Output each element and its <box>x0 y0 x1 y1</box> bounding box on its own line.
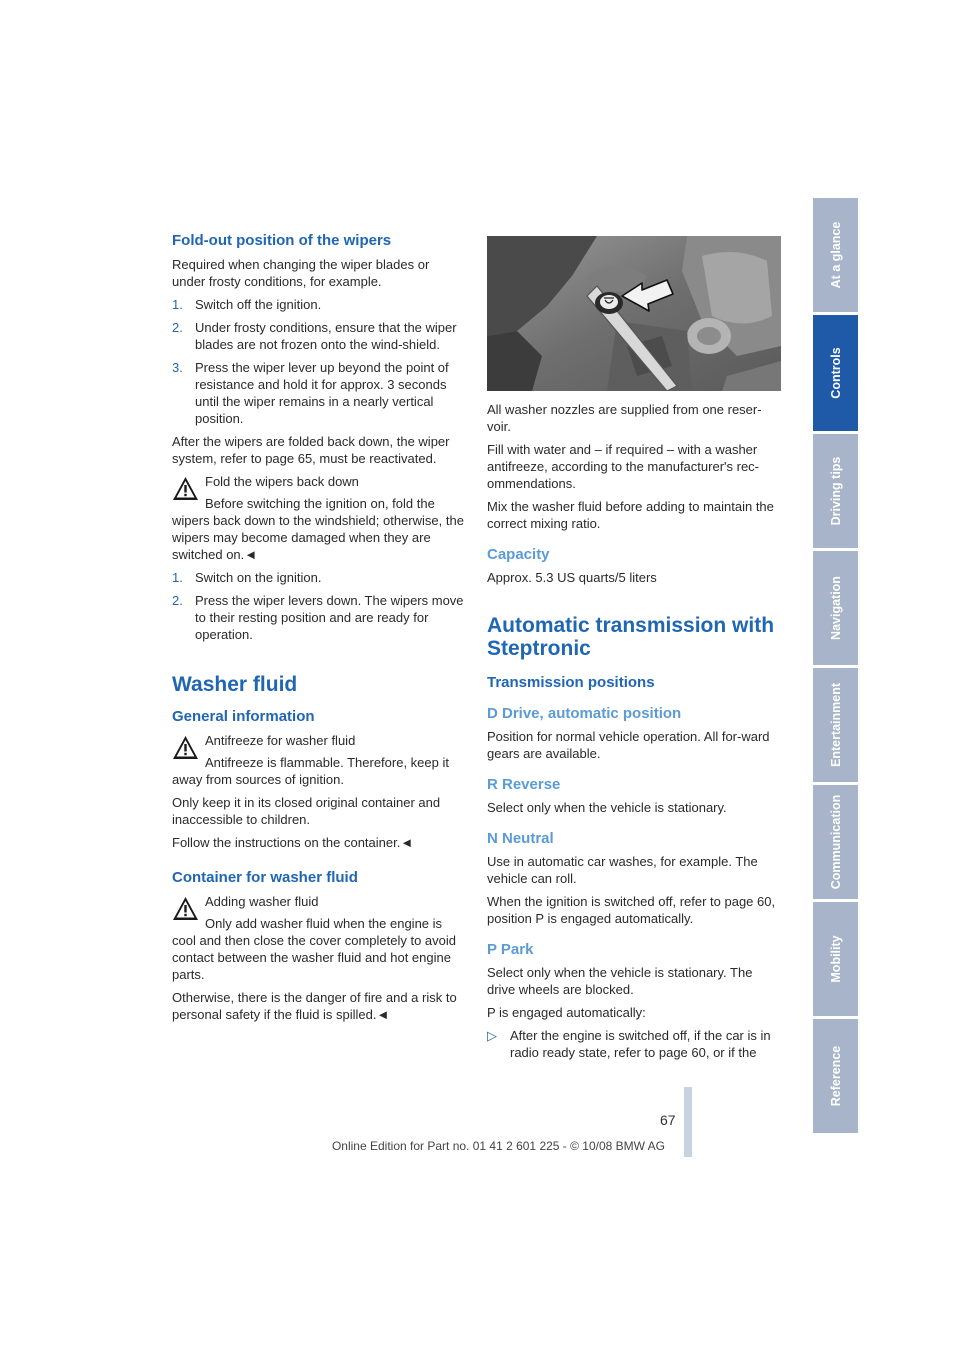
tab-navigation[interactable] <box>813 551 858 665</box>
heading-automatic-transmission: Automatic transmission with Steptronic <box>487 614 775 660</box>
paragraph: When the ignition is switched off, refer to page 60, position P is engaged automatically. <box>487 894 776 926</box>
paragraph: P is engaged automatically: <box>487 1005 646 1020</box>
heading-capacity: Capacity <box>487 546 550 563</box>
warning-body <box>172 495 466 563</box>
heading-park: P Park <box>487 941 534 958</box>
step-number: 2. <box>172 593 183 608</box>
tab-reference[interactable] <box>813 1019 858 1133</box>
chapter-sidebar <box>813 198 858 1136</box>
paragraph: Select only when the vehicle is stationary. The drive wheels are blocked. <box>487 965 753 997</box>
paragraph: Only keep it in its closed original container and inaccessible to children. <box>172 795 441 827</box>
bullet-text: After the engine is switched off, if the car is in radio ready state, refer to page 60, or if the <box>510 1028 771 1060</box>
tab-controls[interactable] <box>813 315 858 431</box>
list-item <box>172 296 466 313</box>
list-item <box>172 319 466 353</box>
right-column <box>487 236 781 1061</box>
tab-driving-tips[interactable] <box>813 434 858 548</box>
warning-triangle-icon <box>172 896 199 921</box>
warning-text: Antifreeze is flammable. Therefore, keep it away from sources of ignition. <box>172 755 449 787</box>
tab-communication[interactable] <box>813 785 858 899</box>
warning-text: Before switching the ignition on, fold the wipers back down to the windshield; otherwise, the wipers may become damaged when they are switched on.◄ <box>172 496 464 562</box>
warning-title: Adding washer fluid <box>205 894 319 909</box>
list-item <box>487 1027 781 1061</box>
heading-drive: D Drive, automatic position <box>487 705 682 722</box>
tab-label: Mobility <box>828 935 843 983</box>
heading-reverse: R Reverse <box>487 776 561 793</box>
footer-bar <box>684 1087 692 1157</box>
step-text: Under frosty conditions, ensure that the wiper blades are not frozen onto the wind-shield. <box>195 320 457 352</box>
left-column <box>172 232 466 1029</box>
tab-mobility[interactable] <box>813 902 858 1016</box>
list-item <box>172 569 466 586</box>
heading-washer-fluid: Washer fluid <box>172 673 298 696</box>
warning-body <box>172 754 466 788</box>
step-number: 3. <box>172 360 183 375</box>
tab-label: Entertainment <box>828 682 843 768</box>
paragraph: Approx. 5.3 US quarts/5 liters <box>487 570 657 585</box>
heading-general-info: General information <box>172 708 315 725</box>
heading-container: Container for washer fluid <box>172 869 358 886</box>
tab-label: Communication <box>828 794 843 890</box>
warning-body <box>172 915 466 983</box>
down-steps-list <box>172 569 466 643</box>
step-text: Switch off the ignition. <box>195 297 322 312</box>
paragraph: Fill with water and – if required – with a washer antifreeze, according to the manufacturer's rec-ommendations. <box>487 442 760 491</box>
paragraph: Position for normal vehicle operation. All for-ward gears are available. <box>487 729 770 761</box>
heading-fold-out: Fold-out position of the wipers <box>172 232 392 249</box>
engine-reservoir-photo <box>487 236 781 391</box>
tab-label: Controls <box>828 347 843 399</box>
list-item <box>172 359 466 427</box>
tab-label: Driving tips <box>828 456 843 526</box>
tab-label: At a glance <box>828 221 843 289</box>
paragraph: Use in automatic car washes, for example. The vehicle can roll. <box>487 854 758 886</box>
tab-label: Navigation <box>828 576 843 640</box>
step-number: 2. <box>172 320 183 335</box>
step-text: Press the wiper levers down. The wipers move to their resting position and are ready for operation. <box>195 593 464 642</box>
warning-adding-fluid <box>172 893 466 983</box>
warning-triangle-icon <box>172 735 199 760</box>
paragraph: Mix the washer fluid before adding to maintain the correct mixing ratio. <box>487 499 774 531</box>
warning-antifreeze <box>172 732 466 788</box>
page-number: 67 <box>660 1112 676 1128</box>
step-number: 1. <box>172 570 183 585</box>
edition-footer: Online Edition for Part no. 01 41 2 601 225 - © 10/08 BMW AG <box>331 1139 665 1153</box>
list-item <box>172 592 466 643</box>
fold-steps-list <box>172 296 466 427</box>
warning-triangle-icon <box>172 476 199 501</box>
paragraph: All washer nozzles are supplied from one reser-voir. <box>487 402 762 434</box>
park-bullet-list <box>487 1027 781 1061</box>
step-number: 1. <box>172 297 183 312</box>
paragraph: Select only when the vehicle is stationary. <box>487 800 727 815</box>
tab-label: Reference <box>828 1045 843 1107</box>
heading-transmission-positions: Transmission positions <box>487 674 655 691</box>
bullet-marker: ▷ <box>487 1028 497 1043</box>
tab-entertainment[interactable] <box>813 668 858 782</box>
paragraph: After the wipers are folded back down, the wiper system, refer to page 65, must be reactivated. <box>172 434 450 466</box>
step-text: Press the wiper lever up beyond the point of resistance and hold it for approx. 3 seconds until the wiper remains in a nearly vertical position. <box>195 360 449 426</box>
paragraph: Otherwise, there is the danger of fire and a risk to personal safety if the fluid is spilled.◄ <box>172 990 457 1022</box>
paragraph: Follow the instructions on the container.◄ <box>172 835 414 850</box>
warning-title: Antifreeze for washer fluid <box>205 733 356 748</box>
heading-neutral: N Neutral <box>487 830 554 847</box>
warning-text: Only add washer fluid when the engine is cool and then close the cover completely to avoid contact between the washer fluid and hot engine parts. <box>172 916 457 982</box>
paragraph: Required when changing the wiper blades or under frosty conditions, for example. <box>172 257 430 289</box>
tab-at-a-glance[interactable] <box>813 198 858 312</box>
warning-fold-back <box>172 473 466 563</box>
warning-title: Fold the wipers back down <box>205 474 359 489</box>
step-text: Switch on the ignition. <box>195 570 322 585</box>
